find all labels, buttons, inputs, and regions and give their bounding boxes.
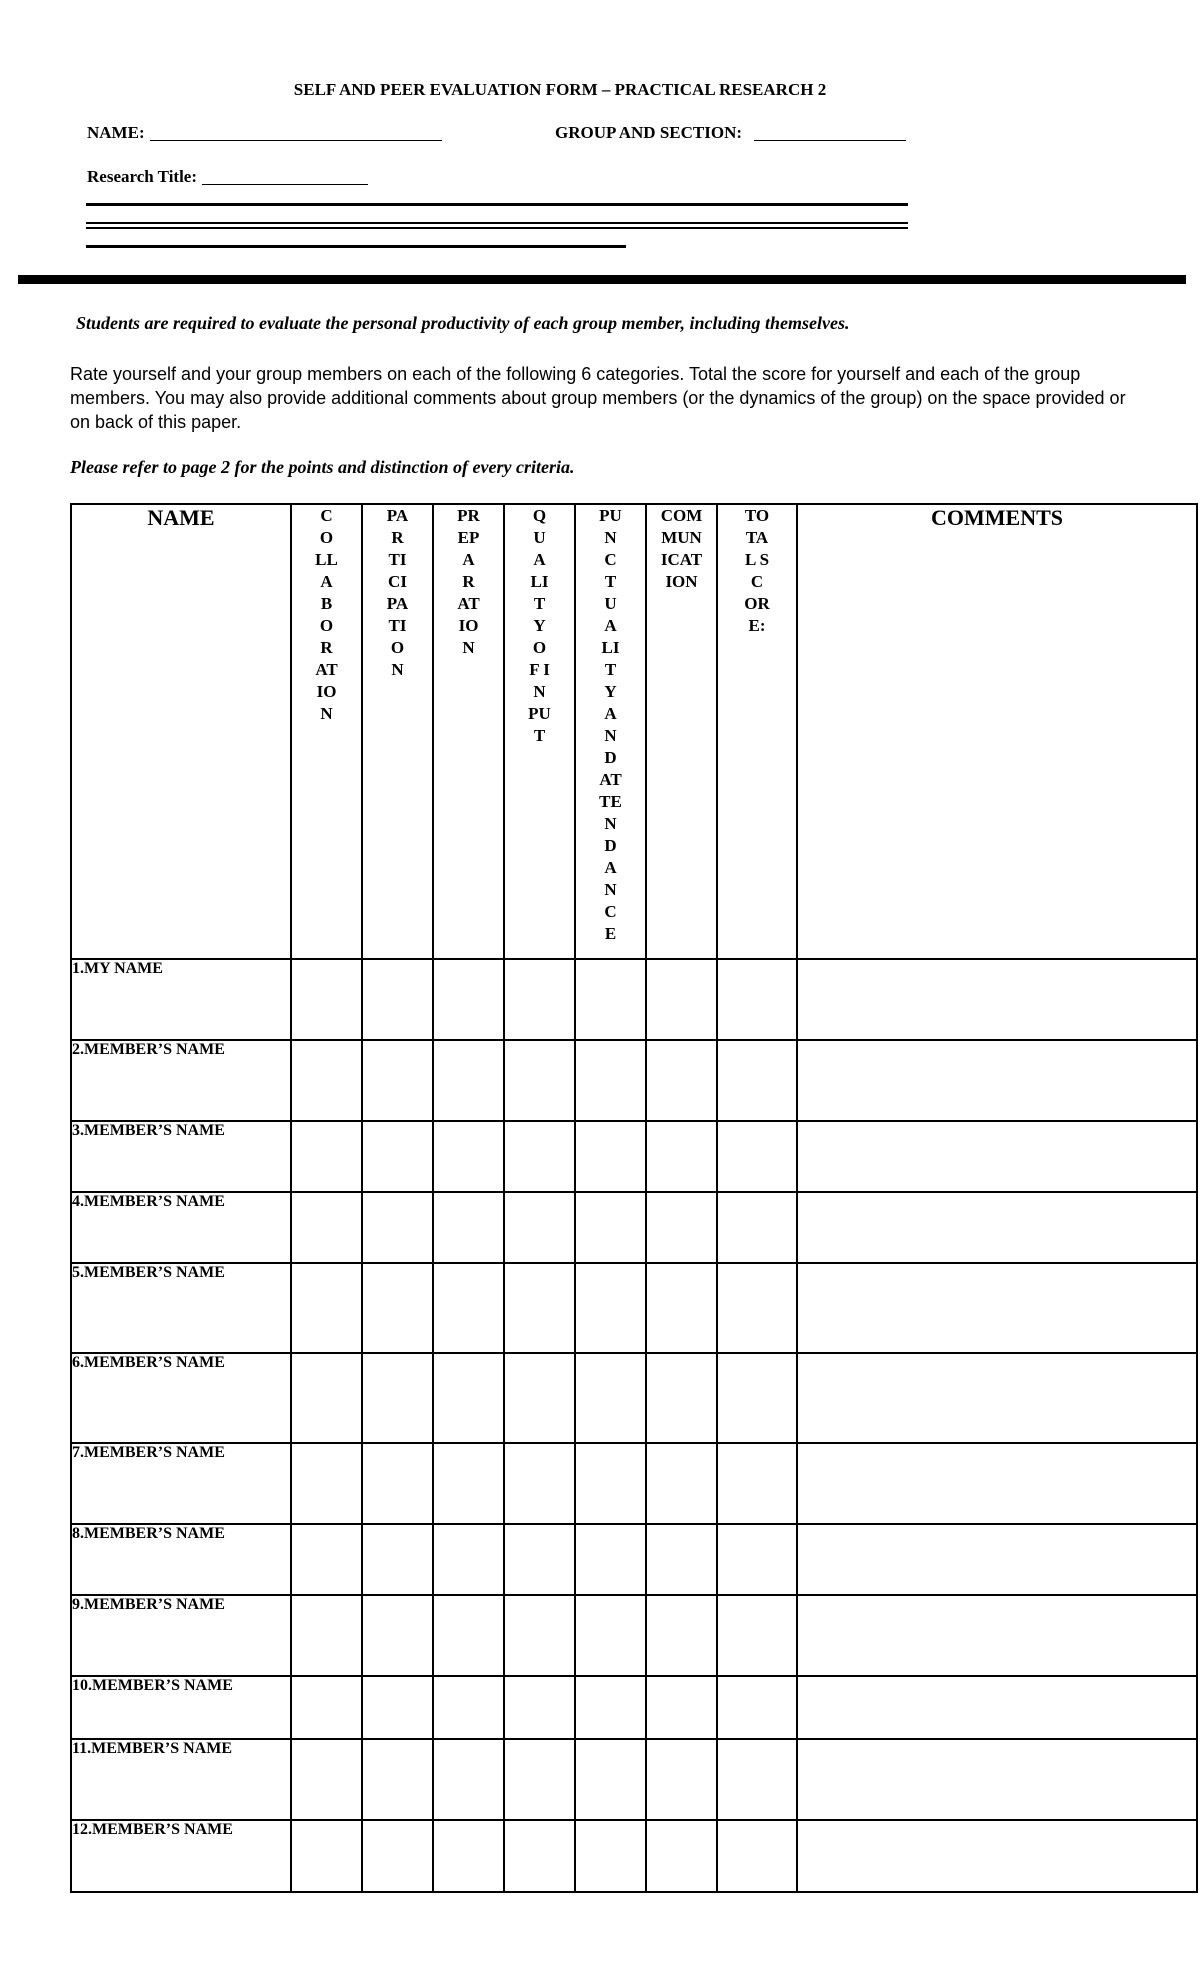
score-cell[interactable]	[575, 1263, 646, 1353]
table-row	[71, 1121, 1197, 1192]
table-row	[71, 1192, 1197, 1263]
member-name-cell[interactable]: 4.MEMBER’S NAME	[71, 1192, 291, 1263]
score-cell[interactable]	[646, 1192, 717, 1263]
criteria-label: Q U A LI T Y O F IN PU T	[528, 506, 551, 745]
table-row	[71, 1595, 1197, 1676]
name-label: NAME:	[87, 123, 145, 142]
group-section-label: GROUP AND SECTION:	[555, 123, 743, 142]
score-cell[interactable]	[575, 1820, 646, 1892]
name-field[interactable]	[150, 140, 442, 141]
score-cell[interactable]	[291, 1192, 362, 1263]
score-cell[interactable]	[504, 1676, 575, 1739]
score-cell[interactable]	[504, 1040, 575, 1121]
research-title-line-1[interactable]	[86, 203, 908, 206]
member-name-cell[interactable]: 3.MEMBER’S NAME	[71, 1121, 291, 1192]
score-cell[interactable]	[504, 1524, 575, 1595]
criteria-label: COM MUN ICAT ION	[660, 506, 703, 591]
comments-column-header: COMMENTS	[797, 504, 1197, 959]
header-row	[71, 504, 1197, 959]
evaluation-table	[70, 503, 1198, 1893]
score-cell[interactable]	[362, 1121, 433, 1192]
comment-cell[interactable]	[797, 1443, 1197, 1524]
research-title-line-3[interactable]	[86, 227, 908, 229]
preparation-column-header	[433, 504, 504, 959]
comment-cell[interactable]	[797, 959, 1197, 1040]
score-cell[interactable]	[291, 1353, 362, 1443]
member-name-cell[interactable]: 12.MEMBER’S NAME	[71, 1820, 291, 1892]
score-cell[interactable]	[362, 1192, 433, 1263]
score-cell[interactable]	[646, 1121, 717, 1192]
communication-column-header	[646, 504, 717, 959]
score-cell[interactable]	[646, 1595, 717, 1676]
score-cell[interactable]	[646, 1820, 717, 1892]
score-cell[interactable]	[433, 1263, 504, 1353]
instruction-heading: Students are required to evaluate the personal productivity of each group member, including themselves.	[76, 313, 850, 333]
comment-cell[interactable]	[797, 1040, 1197, 1121]
total-score-column-header	[717, 504, 797, 959]
score-cell[interactable]	[717, 1595, 797, 1676]
research-title-line-4[interactable]	[86, 245, 626, 248]
score-cell[interactable]	[362, 1040, 433, 1121]
comment-cell[interactable]	[797, 1263, 1197, 1353]
refer-note: Please refer to page 2 for the points and distinction of every criteria.	[70, 457, 575, 477]
collaboration-column-header	[291, 504, 362, 959]
score-cell[interactable]	[504, 1192, 575, 1263]
comment-cell[interactable]	[797, 1820, 1197, 1892]
score-cell[interactable]	[646, 1443, 717, 1524]
score-cell[interactable]	[575, 1443, 646, 1524]
score-cell[interactable]	[646, 1739, 717, 1820]
score-cell[interactable]	[504, 1739, 575, 1820]
comment-cell[interactable]	[797, 1524, 1197, 1595]
table-row	[71, 1263, 1197, 1353]
member-name-cell[interactable]: 6.MEMBER’S NAME	[71, 1353, 291, 1443]
table-row	[71, 1524, 1197, 1595]
criteria-label: PA R TI CI PA TI O N	[386, 506, 409, 679]
score-cell[interactable]	[433, 1524, 504, 1595]
score-cell[interactable]	[717, 1121, 797, 1192]
punctuality-column-header	[575, 504, 646, 959]
criteria-label: C O LL A B O R AT IO N	[315, 506, 338, 723]
table-row	[71, 959, 1197, 1040]
score-cell[interactable]	[717, 1040, 797, 1121]
member-name-cell[interactable]: 1.MY NAME	[71, 959, 291, 1040]
score-cell[interactable]	[575, 1353, 646, 1443]
score-cell[interactable]	[575, 1192, 646, 1263]
score-cell[interactable]	[575, 1595, 646, 1676]
score-cell[interactable]	[575, 1121, 646, 1192]
score-cell[interactable]	[362, 1353, 433, 1443]
score-cell[interactable]	[291, 1263, 362, 1353]
score-cell[interactable]	[433, 959, 504, 1040]
score-cell[interactable]	[575, 959, 646, 1040]
score-cell[interactable]	[575, 1739, 646, 1820]
score-cell[interactable]	[362, 1524, 433, 1595]
comment-cell[interactable]	[797, 1192, 1197, 1263]
score-cell[interactable]	[717, 1353, 797, 1443]
score-cell[interactable]	[291, 1524, 362, 1595]
score-cell[interactable]	[717, 1739, 797, 1820]
table-row	[71, 1676, 1197, 1739]
member-name-cell[interactable]: 11.MEMBER’S NAME	[71, 1739, 291, 1820]
score-cell[interactable]	[646, 1263, 717, 1353]
comment-cell[interactable]	[797, 1739, 1197, 1820]
table-row	[71, 1443, 1197, 1524]
member-name-cell[interactable]: 10.MEMBER’S NAME	[71, 1676, 291, 1739]
score-cell[interactable]	[575, 1040, 646, 1121]
comment-cell[interactable]	[797, 1353, 1197, 1443]
research-title-field[interactable]	[202, 184, 368, 185]
criteria-label: TO TA L SC OR E:	[744, 506, 770, 635]
score-cell[interactable]	[291, 959, 362, 1040]
score-cell[interactable]	[646, 1353, 717, 1443]
score-cell[interactable]	[433, 1040, 504, 1121]
score-cell[interactable]	[717, 1820, 797, 1892]
comment-cell[interactable]	[797, 1595, 1197, 1676]
score-cell[interactable]	[362, 1820, 433, 1892]
score-cell[interactable]	[362, 959, 433, 1040]
score-cell[interactable]	[504, 1121, 575, 1192]
member-name-cell[interactable]: 7.MEMBER’S NAME	[71, 1443, 291, 1524]
research-title-line-2[interactable]	[86, 222, 908, 224]
score-cell[interactable]	[717, 959, 797, 1040]
score-cell[interactable]	[291, 1040, 362, 1121]
comment-cell[interactable]	[797, 1676, 1197, 1739]
score-cell[interactable]	[575, 1524, 646, 1595]
research-title-label: Research Title:	[87, 167, 198, 186]
quality-of-input-column-header	[504, 504, 575, 959]
score-cell[interactable]	[433, 1353, 504, 1443]
table-row	[71, 1739, 1197, 1820]
score-cell[interactable]	[291, 1820, 362, 1892]
score-cell[interactable]	[717, 1676, 797, 1739]
page-title: SELF AND PEER EVALUATION FORM – PRACTICAL RESEARCH 2	[293, 80, 827, 99]
participation-column-header	[362, 504, 433, 959]
score-cell[interactable]	[291, 1676, 362, 1739]
score-cell[interactable]	[362, 1263, 433, 1353]
score-cell[interactable]	[717, 1192, 797, 1263]
score-cell[interactable]	[646, 959, 717, 1040]
score-cell[interactable]	[646, 1040, 717, 1121]
instruction-body: Rate yourself and your group members on each of the following 6 categories. Total the score for yourself and each of the group members. You may also provide additional comments about group members (or the dynamics of the group) on the space provided or on back of this paper.	[70, 364, 1126, 432]
score-cell[interactable]	[717, 1524, 797, 1595]
score-cell[interactable]	[504, 1353, 575, 1443]
score-cell[interactable]	[433, 1121, 504, 1192]
score-cell[interactable]	[504, 1595, 575, 1676]
score-cell[interactable]	[504, 1820, 575, 1892]
score-cell[interactable]	[291, 1595, 362, 1676]
score-cell[interactable]	[504, 959, 575, 1040]
table-row	[71, 1040, 1197, 1121]
score-cell[interactable]	[433, 1443, 504, 1524]
member-name-cell[interactable]: 5.MEMBER’S NAME	[71, 1263, 291, 1353]
member-name-cell[interactable]: 9.MEMBER’S NAME	[71, 1595, 291, 1676]
score-cell[interactable]	[433, 1676, 504, 1739]
table-row	[71, 1820, 1197, 1892]
name-column-header: NAME	[71, 504, 291, 959]
score-cell[interactable]	[362, 1595, 433, 1676]
score-cell[interactable]	[717, 1263, 797, 1353]
criteria-label: PR EP A R AT IO N	[457, 506, 480, 657]
score-cell[interactable]	[362, 1739, 433, 1820]
criteria-label: PU N C T U A LI T Y A N D AT TE N D A N C E	[599, 506, 622, 943]
section-divider	[18, 275, 1186, 284]
score-cell[interactable]	[504, 1263, 575, 1353]
score-cell[interactable]	[291, 1739, 362, 1820]
score-cell[interactable]	[362, 1676, 433, 1739]
comment-cell[interactable]	[797, 1121, 1197, 1192]
score-cell[interactable]	[433, 1820, 504, 1892]
score-cell[interactable]	[362, 1443, 433, 1524]
score-cell[interactable]	[291, 1121, 362, 1192]
member-name-cell[interactable]: 2.MEMBER’S NAME	[71, 1040, 291, 1121]
score-cell[interactable]	[575, 1676, 646, 1739]
score-cell[interactable]	[717, 1443, 797, 1524]
score-cell[interactable]	[433, 1595, 504, 1676]
group-section-field[interactable]	[754, 140, 906, 141]
score-cell[interactable]	[433, 1192, 504, 1263]
score-cell[interactable]	[504, 1443, 575, 1524]
table-row	[71, 1353, 1197, 1443]
score-cell[interactable]	[646, 1524, 717, 1595]
score-cell[interactable]	[433, 1739, 504, 1820]
score-cell[interactable]	[291, 1443, 362, 1524]
member-name-cell[interactable]: 8.MEMBER’S NAME	[71, 1524, 291, 1595]
score-cell[interactable]	[646, 1676, 717, 1739]
